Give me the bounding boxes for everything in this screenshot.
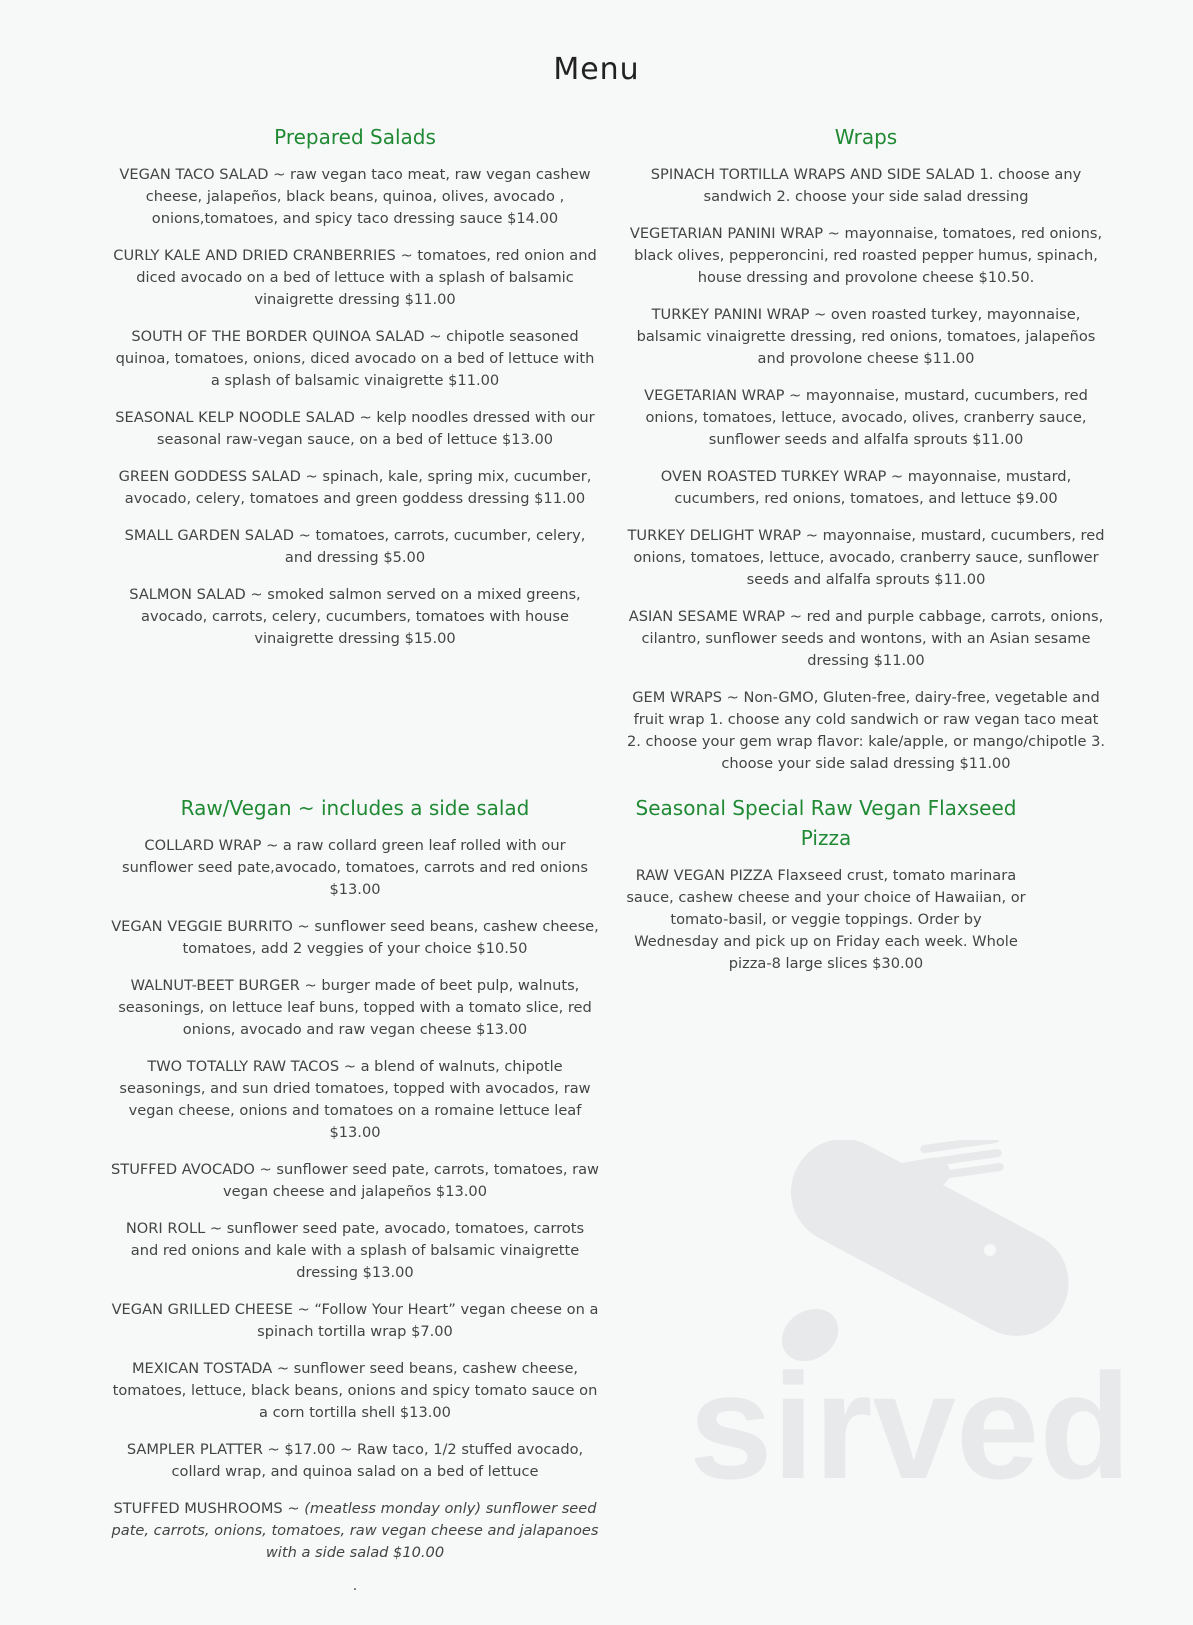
section-title: Wraps — [834, 125, 898, 149]
menu-item: WALNUT-BEET BURGER ~ burger made of beet pulp, walnuts, seasonings, on lettuce leaf buns, topped with a tomato slice, red onions, avocado and raw vegan cheese $13.00 — [118, 977, 592, 1038]
menu-item: OVEN ROASTED TURKEY WRAP ~ mayonnaise, mustard, cucumbers, red onions, tomatoes, and lettuce $9.00 — [660, 468, 1072, 507]
menu-item: SAMPLER PLATTER ~ $17.00 ~ Raw taco, 1/2 stuffed avocado, collard wrap, and quinoa salad on a bed of lettuce — [126, 1441, 584, 1480]
section-title: Raw/Vegan ~ includes a side salad — [180, 796, 530, 820]
menu-item: TURKEY DELIGHT WRAP ~ mayonnaise, mustard, cucumbers, red onions, tomatoes, lettuce, avocado, cranberry sauce, sunflower seeds and alfalfa sprouts $11.00 — [627, 527, 1105, 588]
section-seasonal-special — [626, 793, 1026, 990]
menu-item: VEGETARIAN WRAP ~ mayonnaise, mustard, cucumbers, red onions, tomatoes, lettuce, avocado, olives, cranberry sauce, sunflower seeds and alfalfa sprouts $11.00 — [644, 387, 1088, 448]
section-raw-vegan — [110, 793, 600, 1593]
section-wraps — [626, 122, 1106, 790]
section-title: Seasonal Special Raw Vegan Flaxseed Pizza — [635, 796, 1017, 850]
menu-item: NORI ROLL ~ sunflower seed pate, avocado, tomatoes, carrots and red onions and kale with a splash of balsamic vinaigrette dressing $13.00 — [125, 1220, 585, 1281]
section-title: Prepared Salads — [274, 125, 436, 149]
page-title: Menu — [553, 52, 640, 87]
menu-item: SALMON SALAD ~ smoked salmon served on a mixed greens, avocado, carrots, celery, cucumbers, tomatoes with house vinaigrette dressing $15.00 — [129, 586, 581, 647]
menu-item: GREEN GODDESS SALAD ~ spinach, kale, spring mix, cucumber, avocado, celery, tomatoes and green goddess dressing $11.00 — [118, 468, 592, 507]
menu-item: SEASONAL KELP NOODLE SALAD ~ kelp noodles dressed with our seasonal raw-vegan sauce, on a bed of lettuce $13.00 — [115, 409, 595, 448]
menu-item: TWO TOTALLY RAW TACOS ~ a blend of walnuts, chipotle seasonings, and sun dried tomatoes, topped with avocados, raw vegan cheese, onions and tomatoes on a romaine lettuce leaf $13.00 — [119, 1058, 591, 1141]
menu-item: GEM WRAPS ~ Non-GMO, Gluten-free, dairy-free, vegetable and fruit wrap 1. choose any cold sandwich or raw vegan taco meat 2. choose your gem wrap flavor: kale/apple, or mango/chipotle 3. choose your side salad dressing $11.00 — [626, 689, 1106, 772]
menu-item: TURKEY PANINI WRAP ~ oven roasted turkey, mayonnaise, balsamic vinaigrette dressing, red onions, tomatoes, jalapeños and provolone cheese $11.00 — [636, 306, 1096, 367]
menu-item: SPINACH TORTILLA WRAPS AND SIDE SALAD 1. choose any sandwich 2. choose your side salad dressing — [650, 166, 1082, 205]
sirved-watermark-logo — [670, 1140, 1150, 1540]
menu-item: MEXICAN TOSTADA ~ sunflower seed beans, cashew cheese, tomatoes, lettuce, black beans, onions and spicy tomato sauce on a corn tortilla shell $13.00 — [112, 1360, 598, 1421]
trailing-dot: . — [352, 1578, 358, 1594]
watermark-text: sirved — [689, 1342, 1131, 1510]
menu-item: STUFFED AVOCADO ~ sunflower seed pate, carrots, tomatoes, raw vegan cheese and jalapeños $13.00 — [111, 1161, 599, 1200]
menu-item: VEGAN GRILLED CHEESE ~ “Follow Your Heart” vegan cheese on a spinach tortilla wrap $7.00 — [111, 1301, 599, 1340]
menu-item: VEGETARIAN PANINI WRAP ~ mayonnaise, tomatoes, red onions, black olives, pepperoncini, red roasted pepper humus, spinach, house dressing and provolone cheese $10.50. — [629, 225, 1103, 286]
item-name: STUFFED MUSHROOMS ~ — [113, 1500, 305, 1517]
section-prepared-salads — [110, 122, 600, 665]
item-description: (meatless monday only) sunflower seed pate, carrots, onions, tomatoes, raw vegan cheese and jalapanoes with a side salad $10.00 — [111, 1500, 599, 1561]
menu-item: COLLARD WRAP ~ a raw collard green leaf rolled with our sunflower seed pate,avocado, tomatoes, carrots and red onions $13.00 — [121, 837, 588, 898]
menu-item: ASIAN SESAME WRAP ~ red and purple cabbage, carrots, onions, cilantro, sunflower seeds and wontons, with an Asian sesame dressing $11.00 — [628, 608, 1104, 669]
menu-item: VEGAN TACO SALAD ~ raw vegan taco meat, raw vegan cashew cheese, jalapeños, black beans, quinoa, olives, avocado , onions,tomatoes, and spicy taco dressing sauce $14.00 — [119, 166, 591, 227]
menu-item: CURLY KALE AND DRIED CRANBERRIES ~ tomatoes, red onion and diced avocado on a bed of lettuce with a splash of balsamic vinaigrette dressing $11.00 — [113, 247, 597, 308]
menu-item: RAW VEGAN PIZZA Flaxseed crust, tomato marinara sauce, cashew cheese and your choice of Hawaiian, or tomato-basil, or veggie toppings. Order by Wednesday and pick up on Friday each week. Whole pizza-8 large slices $30.00 — [626, 867, 1026, 972]
menu-item: VEGAN VEGGIE BURRITO ~ sunflower seed beans, cashew cheese, tomatoes, add 2 veggies of your choice $10.50 — [111, 918, 599, 957]
menu-item — [110, 1498, 600, 1564]
menu-item: SOUTH OF THE BORDER QUINOA SALAD ~ chipotle seasoned quinoa, tomatoes, onions, diced avocado on a bed of lettuce with a splash of balsamic vinaigrette $11.00 — [115, 328, 595, 389]
menu-item: SMALL GARDEN SALAD ~ tomatoes, carrots, cucumber, celery, and dressing $5.00 — [124, 527, 586, 566]
